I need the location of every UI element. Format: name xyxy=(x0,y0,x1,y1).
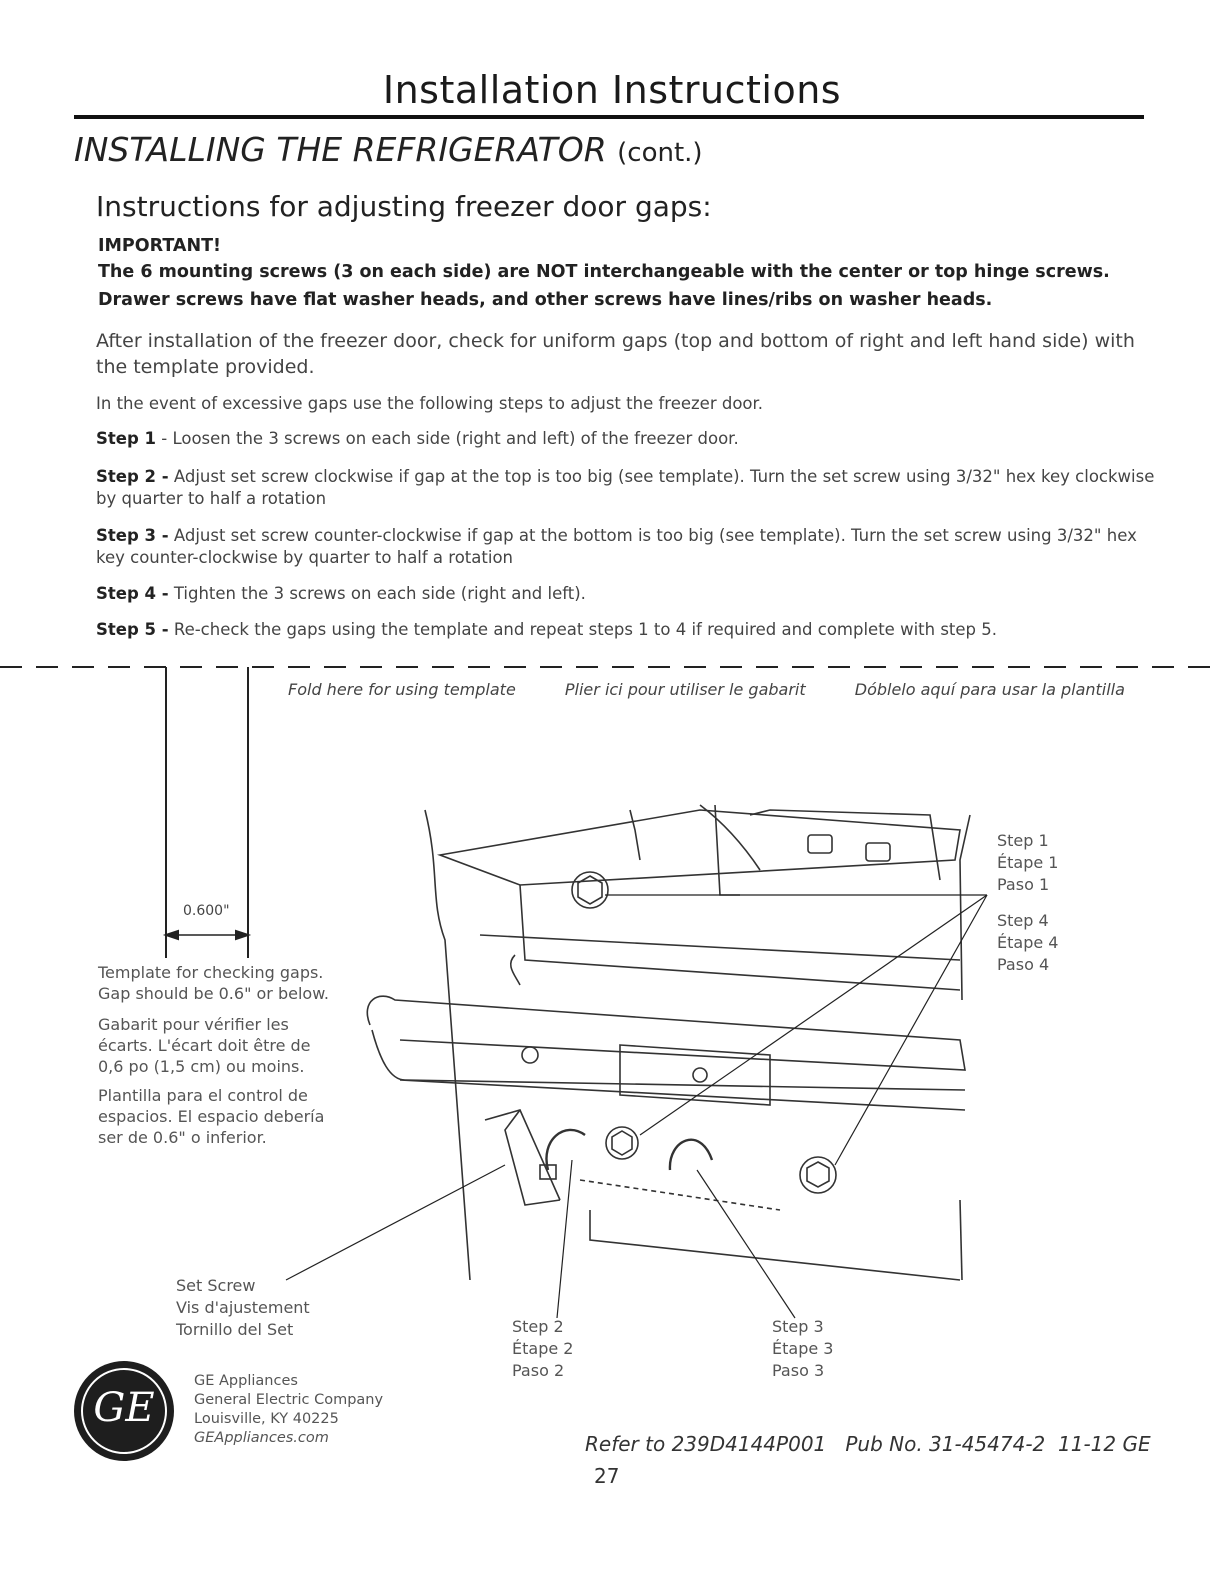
section-heading: INSTALLING THE REFRIGERATOR xyxy=(74,130,607,169)
callout-line: Étape 3 xyxy=(772,1339,834,1358)
callout-leaders xyxy=(286,895,987,1318)
callout-line: Paso 1 xyxy=(997,875,1050,894)
template-note-es xyxy=(98,1085,324,1148)
callout-line: Step 4 xyxy=(997,911,1049,930)
step-label: Step 5 - xyxy=(96,620,169,639)
callout-step-2 xyxy=(512,1316,573,1382)
intro-paragraph: After installation of the freezer door, check for uniform gaps (top and bottom of right and left hand side) with the template provided. xyxy=(96,330,1135,378)
step-label: Step 1 xyxy=(96,429,156,448)
note-line: ser de 0.6" o inferior. xyxy=(98,1128,267,1147)
template-note-en xyxy=(98,962,329,1004)
callout-line: Paso 4 xyxy=(997,955,1050,974)
company-info xyxy=(194,1372,383,1448)
note-line: Template for checking gaps. xyxy=(98,963,324,982)
step-text: - Loosen the 3 screws on each side (right and left) of the freezer door. xyxy=(161,429,739,448)
note-line: écarts. L'écart doit être de xyxy=(98,1036,311,1055)
note-line: Gabarit pour vérifier les xyxy=(98,1015,289,1034)
company-line: General Electric Company xyxy=(194,1392,384,1408)
fold-label-es: Dóblelo aquí para usar la plantilla xyxy=(854,680,1125,699)
page-title: Installation Instructions xyxy=(382,68,842,112)
note-line: espacios. El espacio debería xyxy=(98,1107,325,1126)
callout-line: Tornillo del Set xyxy=(176,1320,294,1339)
callout-line: Étape 2 xyxy=(512,1339,574,1358)
callout-line: Vis d'ajustement xyxy=(176,1298,310,1317)
section-cont: (cont.) xyxy=(617,138,703,168)
step-label: Step 4 - xyxy=(96,584,169,603)
note-line: 0,6 po (1,5 cm) ou moins. xyxy=(98,1057,305,1076)
ge-logo-text: GE xyxy=(93,1385,155,1431)
note-line: Gap should be 0.6" or below. xyxy=(98,984,329,1003)
callout-line: Set Screw xyxy=(176,1276,256,1295)
callout-step-1 xyxy=(997,830,1058,896)
page-number: 27 xyxy=(594,1464,620,1488)
company-line: Louisville, KY 40225 xyxy=(194,1411,339,1427)
callout-step-4 xyxy=(997,910,1058,976)
fold-label-fr: Plier ici pour utiliser le gabarit xyxy=(564,680,806,699)
company-line: GE Appliances xyxy=(194,1373,298,1389)
fold-label-en: Fold here for using template xyxy=(288,680,516,699)
fold-labels xyxy=(288,680,1125,699)
website-link[interactable]: GEAppliances.com xyxy=(194,1430,329,1446)
callout-line: Step 3 xyxy=(772,1317,824,1336)
callout-line: Étape 1 xyxy=(997,853,1059,872)
callout-line: Step 2 xyxy=(512,1317,564,1336)
step-text: Adjust set screw clockwise if gap at the top is too big (see template). Turn the set screw using 3/32" hex key clockwise by quarter to half a rotation xyxy=(96,467,1155,508)
callout-line: Step 1 xyxy=(997,831,1049,850)
callout-line: Étape 4 xyxy=(997,933,1059,952)
event-paragraph: In the event of excessive gaps use the following steps to adjust the freezer door. xyxy=(96,394,764,413)
step-label: Step 3 - xyxy=(96,526,169,545)
important-label: IMPORTANT! xyxy=(98,236,222,256)
gap-value: 0.600" xyxy=(183,903,230,919)
subtitle: Instructions for adjusting freezer door gaps: xyxy=(96,190,712,223)
callout-set-screw xyxy=(176,1275,310,1341)
callout-line: Paso 3 xyxy=(772,1361,825,1380)
callout-line: Paso 2 xyxy=(512,1361,565,1380)
hinge-diagram xyxy=(367,805,970,1280)
callout-step-3 xyxy=(772,1316,833,1382)
step-text: Re-check the gaps using the template and repeat steps 1 to 4 if required and complete with step 5. xyxy=(173,620,997,639)
template-note-fr xyxy=(98,1014,311,1077)
publication-reference: Refer to 239D4144P001 Pub No. 31-45474-2 11-12 GE xyxy=(585,1432,1151,1456)
step-text: Tighten the 3 screws on each side (right and left). xyxy=(173,584,586,603)
note-line: Plantilla para el control de xyxy=(98,1086,308,1105)
step-text: Adjust set screw counter-clockwise if gap at the bottom is too big (see template). Turn the set screw using 3/32" hex key counter-clockwise by quarter to half a rotation xyxy=(96,526,1137,567)
important-text: The 6 mounting screws (3 on each side) are NOT interchangeable with the center or top hinge screws. Drawer screws have flat washer heads, and other screws have lines/ribs on washer heads. xyxy=(98,262,1110,310)
step-label: Step 2 - xyxy=(96,467,169,486)
